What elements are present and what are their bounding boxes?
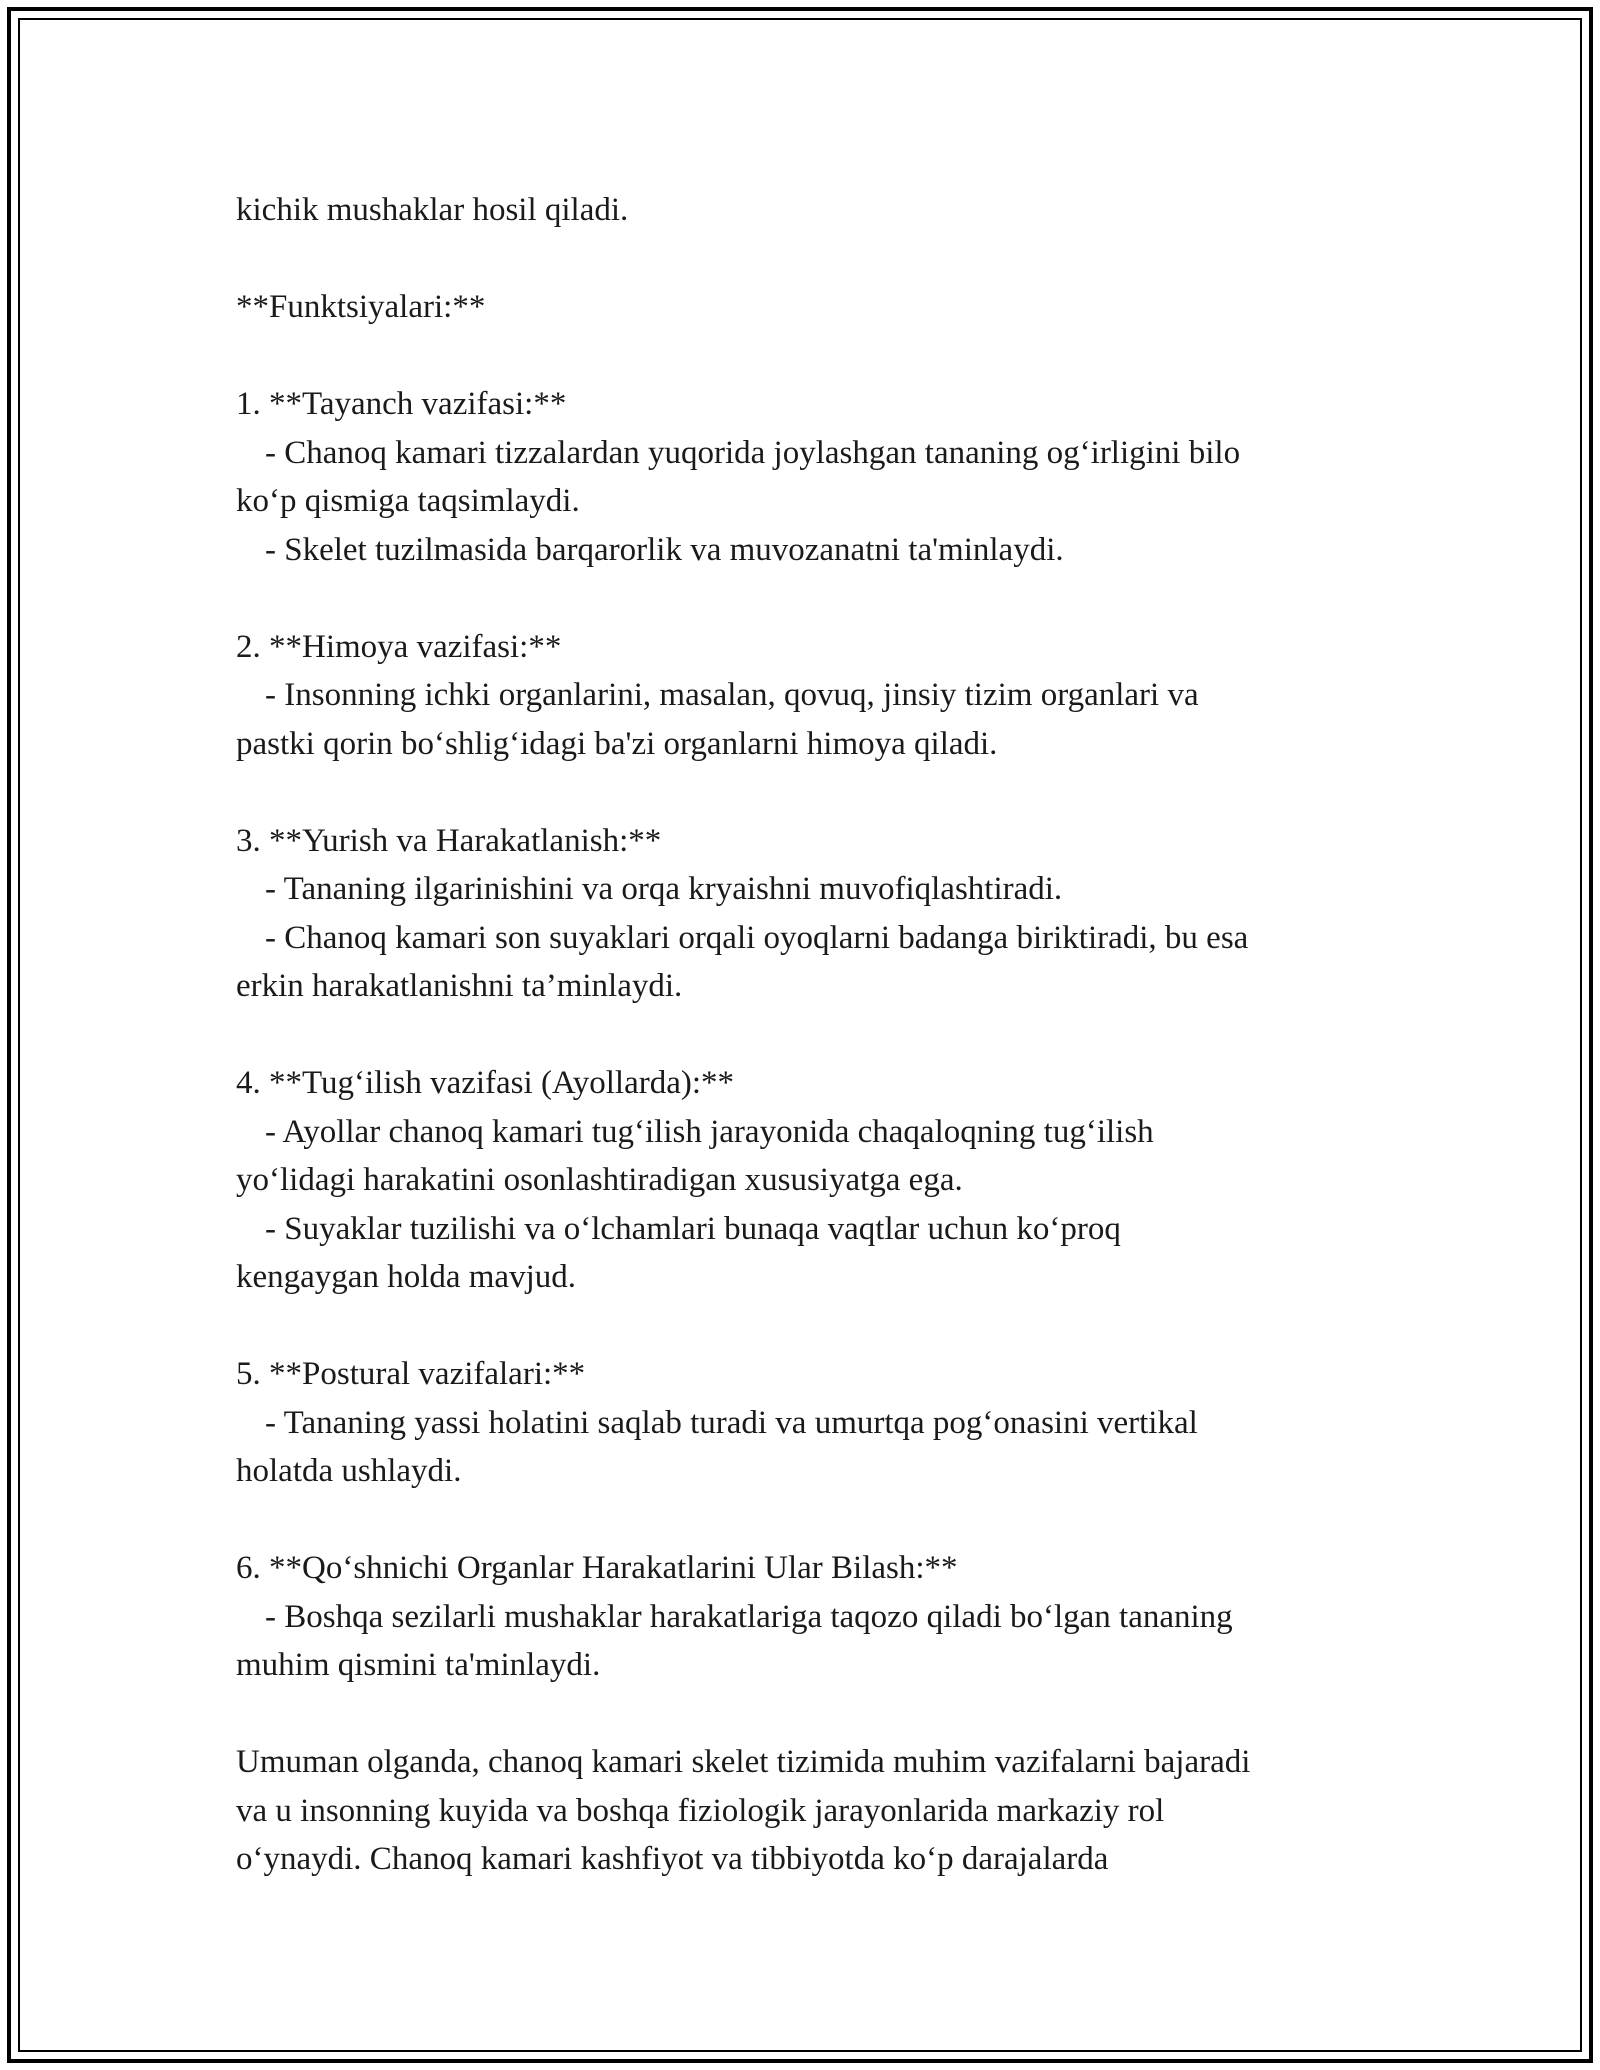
spacer (236, 1302, 1416, 1351)
bullet-line: - Ayollar chanoq kamari tug‘ilish jarayonida chaqaloqning tug‘ilish (265, 1113, 1154, 1150)
spacer (236, 1690, 1416, 1739)
spacer (236, 235, 1416, 284)
item-heading: 3. **Yurish va Harakatlanish:** (236, 822, 662, 859)
bullet-continuation: muhim qismini ta'minlaydi. (236, 1647, 601, 1683)
bullet-continuation: holatda ushlaydi. (236, 1453, 462, 1489)
bullet-line: - Chanoq kamari son suyaklari orqali oyoqlarni badanga biriktiradi, bu esa (265, 919, 1249, 956)
document-body (236, 186, 1416, 1884)
conclusion-line: va u insonning kuyida va boshqa fiziologik jarayonlarida markaziy rol (236, 1792, 1165, 1829)
intro-line: kichik mushaklar hosil qiladi. (236, 192, 629, 228)
bullet-continuation: yo‘lidagi harakatini osonlashtiradigan xususiyatga ega. (236, 1162, 963, 1198)
conclusion-line: o‘ynaydi. Chanoq kamari kashfiyot va tibbiyotda ko‘p darajalarda (236, 1841, 1109, 1877)
bullet-continuation: ko‘p qismiga taqsimlaydi. (236, 483, 580, 519)
spacer (236, 574, 1416, 623)
item-heading: 5. **Postural vazifalari:** (236, 1356, 586, 1392)
item-heading: 1. **Tayanch vazifasi:** (236, 386, 567, 422)
spacer (236, 768, 1416, 817)
spacer (236, 1011, 1416, 1060)
item-heading: 2. **Himoya vazifasi:** (236, 628, 562, 665)
spacer (236, 1496, 1416, 1545)
bullet-continuation: kengaygan holda mavjud. (236, 1259, 576, 1295)
section-heading: **Funktsiyalari:** (236, 289, 486, 325)
spacer (236, 332, 1416, 381)
bullet-line: - Suyaklar tuzilishi va o‘lchamlari bunaqa vaqtlar uchun ko‘proq (265, 1210, 1121, 1247)
bullet-line: - Boshqa sezilarli mushaklar harakatlariga taqozo qiladi bo‘lgan tananing (265, 1598, 1233, 1635)
bullet-line: - Tananing yassi holatini saqlab turadi va umurtqa pog‘onasini vertikal (265, 1404, 1198, 1441)
bullet-line: - Insonning ichki organlarini, masalan, qovuq, jinsiy tizim organlari va (265, 677, 1199, 713)
bullet-line: - Skelet tuzilmasida barqarorlik va muvozanatni ta'minlaydi. (265, 531, 1064, 568)
bullet-continuation: pastki qorin bo‘shlig‘idagi ba'zi organlarni himoya qiladi. (236, 725, 998, 762)
conclusion-line: Umuman olganda, chanoq kamari skelet tizimida muhim vazifalarni bajaradi (236, 1744, 1251, 1780)
bullet-line: - Chanoq kamari tizzalardan yuqorida joylashgan tananing og‘irligini bilo (265, 434, 1241, 471)
item-heading: 4. **Tug‘ilish vazifasi (Ayollarda):** (236, 1065, 735, 1101)
item-heading: 6. **Qo‘shnichi Organlar Harakatlarini Ular Bilash:** (236, 1550, 958, 1586)
bullet-line: - Tananing ilgarinishini va orqa kryaishni muvofiqlashtiradi. (265, 871, 1063, 907)
bullet-continuation: erkin harakatlanishni ta’minlaydi. (236, 968, 683, 1004)
